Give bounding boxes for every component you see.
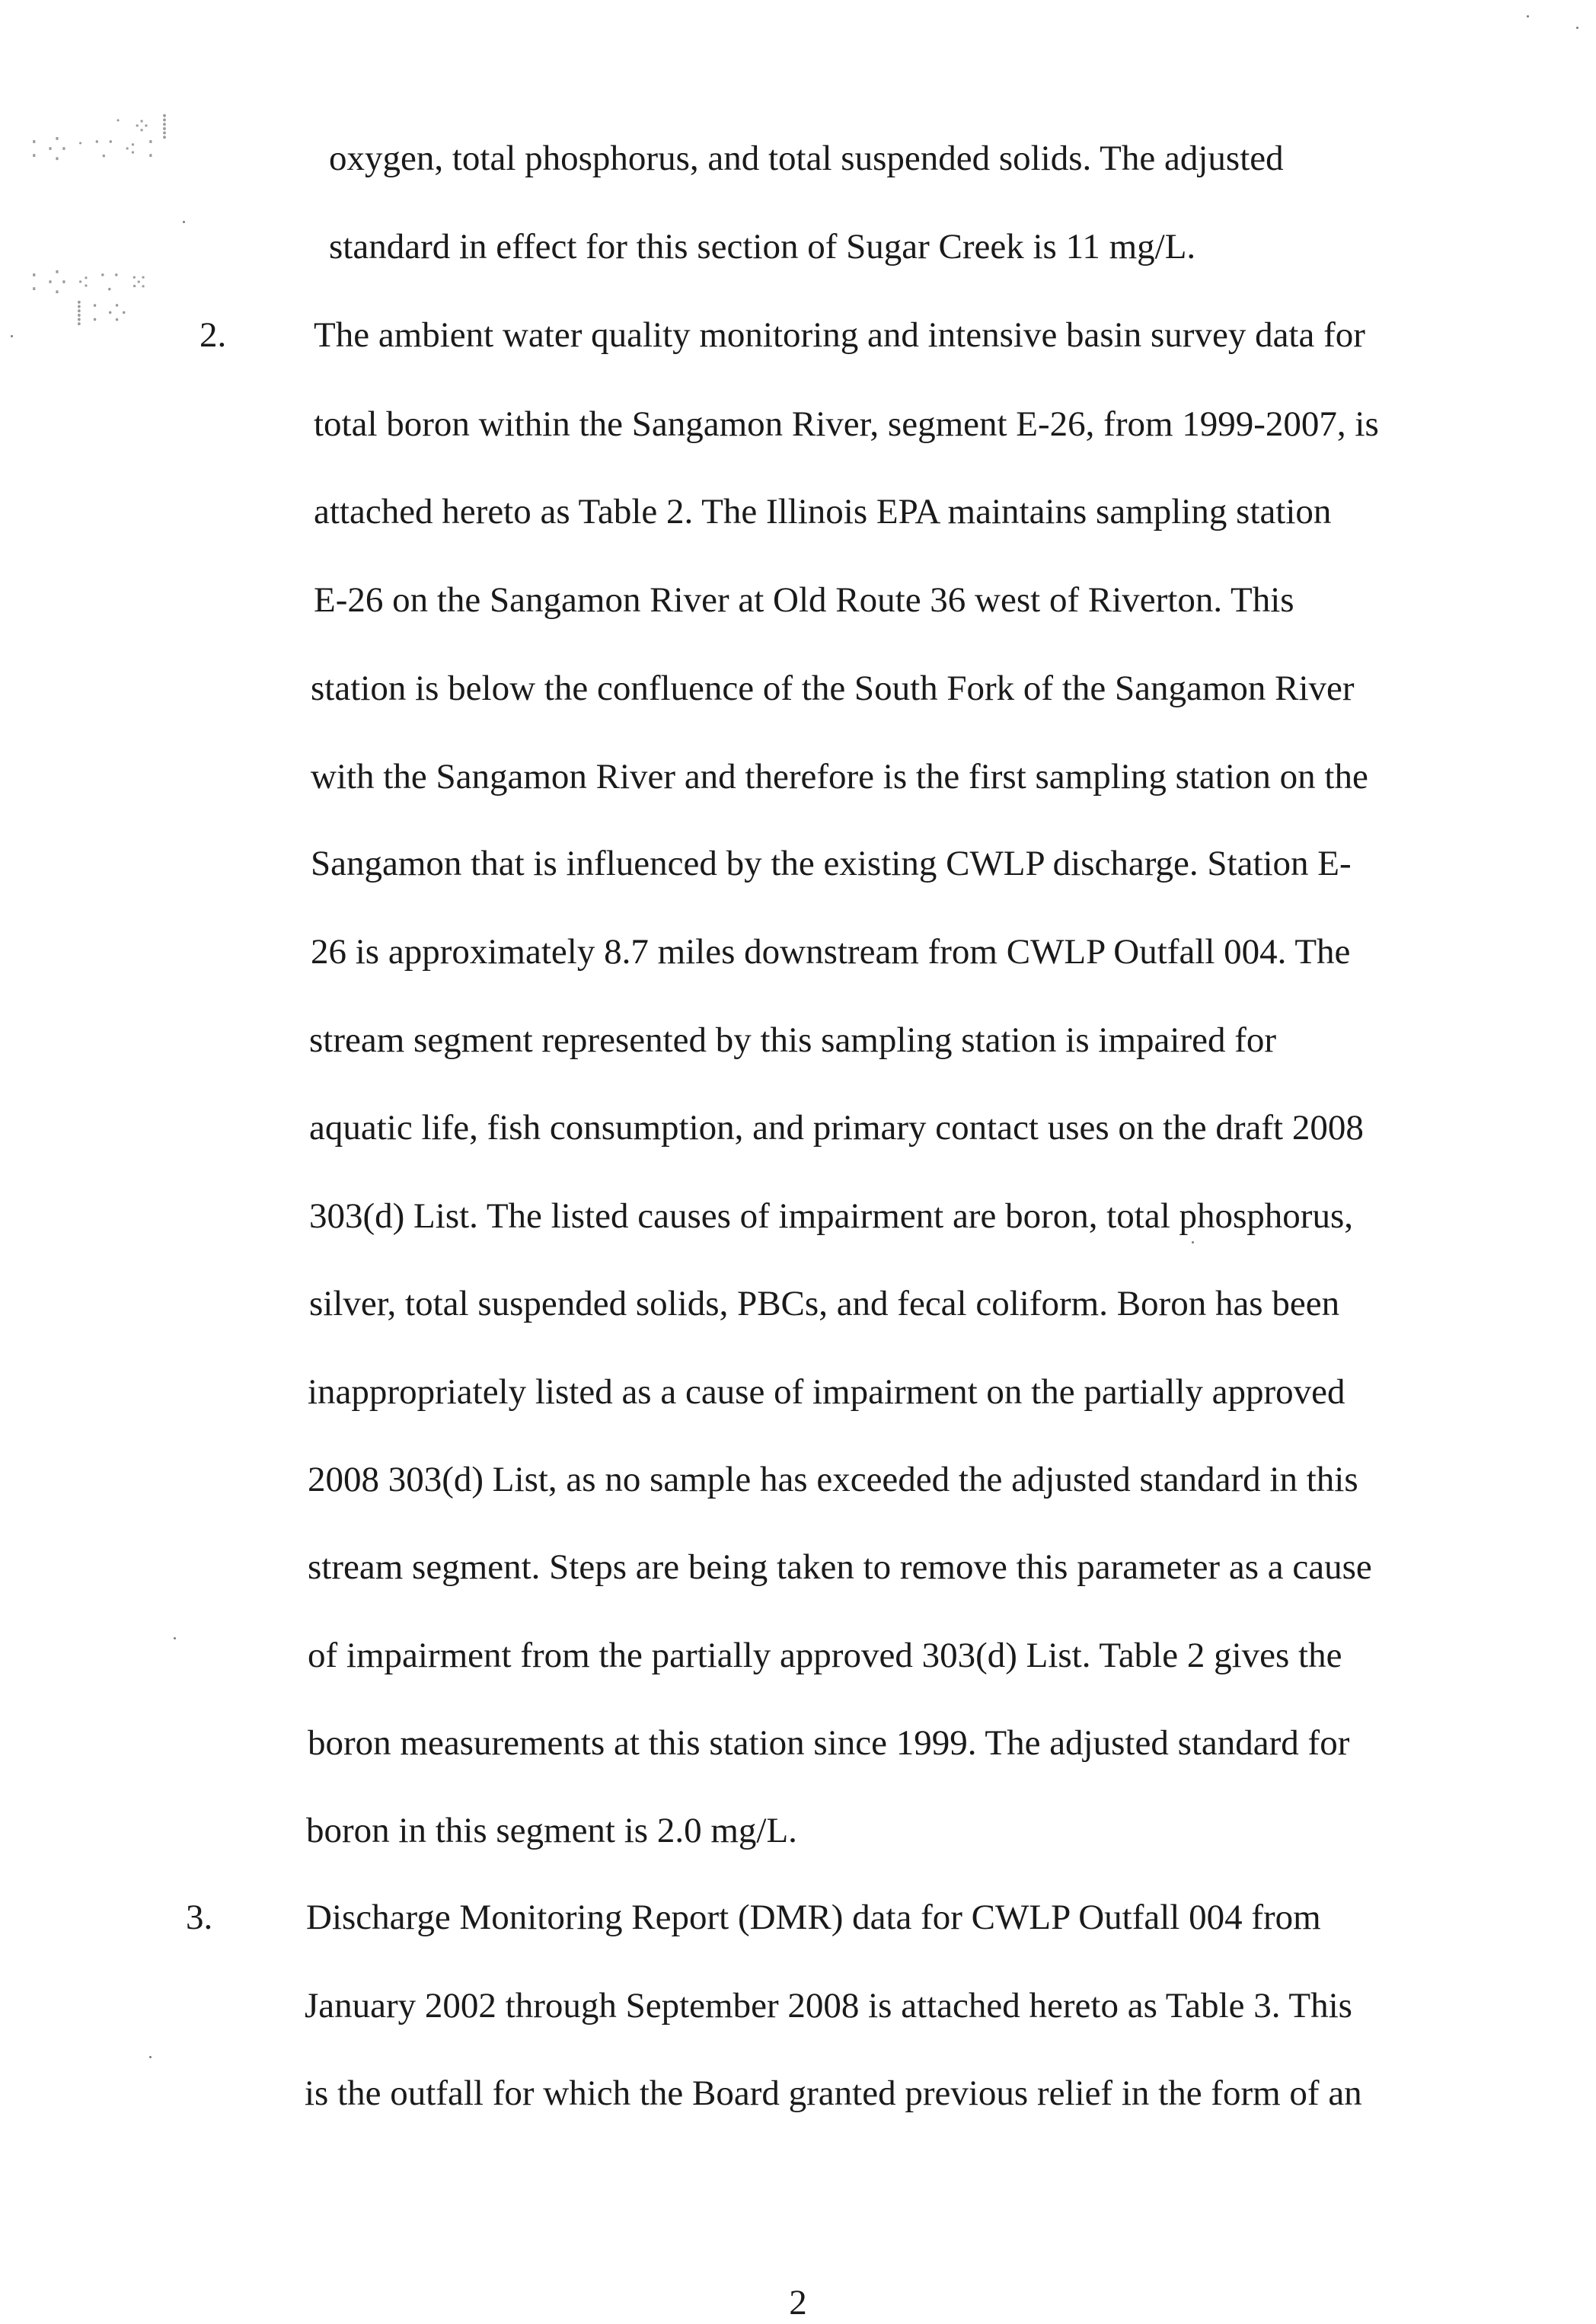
- body-text-line: total boron within the Sangamon River, segment E-26, from 1999-2007, is: [314, 404, 1379, 444]
- scan-speck: [1576, 27, 1578, 29]
- body-text-line: with the Sangamon River and therefore is the first sampling station on the: [311, 757, 1368, 796]
- body-text-line: 2008 303(d) List, as no sample has exceeded the adjusted standard in this: [308, 1460, 1358, 1499]
- scan-speck: [183, 221, 185, 223]
- scan-speck: [11, 335, 13, 337]
- scan-speck: [1527, 15, 1529, 18]
- item-number: 2.: [200, 315, 227, 355]
- body-text-line: January 2002 through September 2008 is attached hereto as Table 3. This: [305, 1986, 1352, 2026]
- scan-artifact: ⁚ ⁛ ˙ ⸪ ⁖ ⁚: [30, 137, 157, 162]
- body-text-line: Sangamon that is influenced by the existing CWLP discharge. Station E-: [311, 844, 1352, 883]
- scan-artifact: ⁚ ⁛ ⁖ ⸪ ⁙: [30, 270, 151, 295]
- item-number: 3.: [186, 1898, 213, 1937]
- body-text-line: boron measurements at this station since 1999. The adjusted standard for: [308, 1723, 1350, 1763]
- body-text-line: stream segment. Steps are being taken to remove this parameter as a cause: [308, 1547, 1372, 1587]
- scan-artifact: ⸽ ⁚ ⁘: [76, 301, 129, 326]
- body-text-line: Discharge Monitoring Report (DMR) data for CWLP Outfall 004 from: [306, 1898, 1321, 1937]
- body-text-line: inappropriately listed as a cause of impairment on the partially approved: [308, 1372, 1345, 1412]
- body-text-line: The ambient water quality monitoring and intensive basin survey data for: [314, 315, 1365, 355]
- scan-speck: [149, 2056, 152, 2058]
- body-text-line: is the outfall for which the Board granted previous relief in the form of an: [305, 2073, 1362, 2113]
- body-text-line: station is below the confluence of the South Fork of the Sangamon River: [311, 669, 1355, 708]
- body-text-line: aquatic life, fish consumption, and primary contact uses on the draft 2008: [309, 1108, 1364, 1148]
- body-text-line: 26 is approximately 8.7 miles downstream from CWLP Outfall 004. The: [311, 932, 1351, 972]
- body-text-line: standard in effect for this section of Sugar Creek is 11 mg/L.: [329, 227, 1196, 267]
- body-text-line: silver, total suspended solids, PBCs, and fecal coliform. Boron has been: [309, 1284, 1340, 1323]
- body-text-line: 303(d) List. The listed causes of impairment are boron, total phosphorus,: [309, 1196, 1353, 1236]
- scan-artifact: ˙ ⁘ ⸽: [114, 114, 170, 139]
- scan-speck: [174, 1637, 176, 1639]
- scan-speck: [1192, 1241, 1194, 1243]
- body-text-line: of impairment from the partially approved 303(d) List. Table 2 gives the: [308, 1636, 1342, 1675]
- page-number: 2: [789, 2283, 807, 2322]
- body-text-line: boron in this segment is 2.0 mg/L.: [306, 1811, 797, 1850]
- body-text-line: oxygen, total phosphorus, and total suspended solids. The adjusted: [329, 139, 1284, 178]
- body-text-line: E-26 on the Sangamon River at Old Route 36 west of Riverton. This: [314, 580, 1294, 620]
- body-text-line: attached hereto as Table 2. The Illinois EPA maintains sampling station: [314, 492, 1332, 532]
- body-text-line: stream segment represented by this sampling station is impaired for: [309, 1020, 1277, 1060]
